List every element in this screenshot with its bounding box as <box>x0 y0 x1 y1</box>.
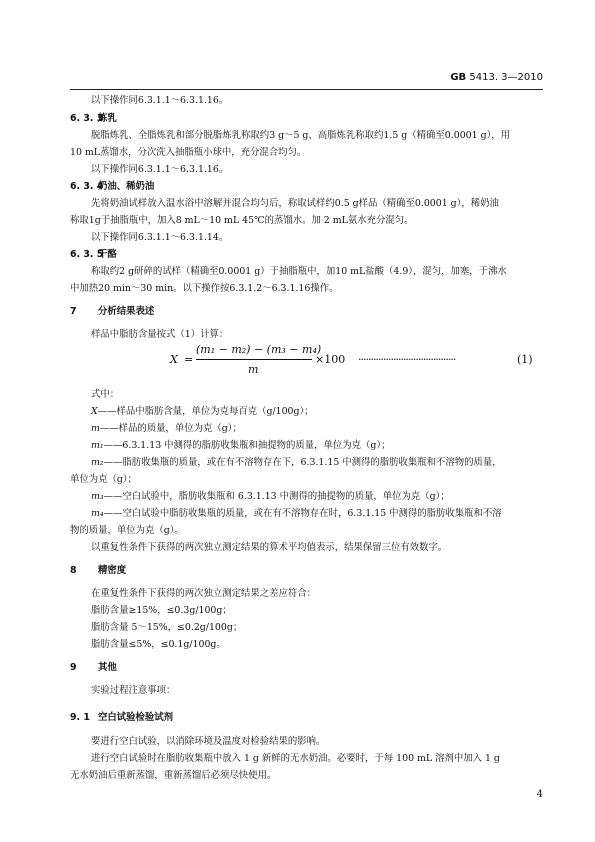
paragraph-line: 脂肪含量≤5%，≤0.1g/100g。 <box>91 639 226 650</box>
paragraph-line: 以重复性条件下获得的两次独立测定结果的算术平均值表示，结果保留三位有效数字。 <box>91 542 448 553</box>
section-number: 6. 3. 4 <box>70 181 104 192</box>
definition-text: ——空白试验中脂肪收集瓶的质量，或在有不溶物存在时，6.3.1.15 中测得的脂肪收集瓶和不溶 <box>103 508 502 519</box>
section-heading <box>70 663 117 672</box>
formula-lhs: X <box>170 353 178 366</box>
definition-item <box>91 441 390 450</box>
definition-symbol: m₁ <box>91 440 104 451</box>
header-prefix: GB <box>450 72 467 83</box>
section-title: 奶油、稀奶油 <box>98 181 155 192</box>
definition-item <box>91 492 450 501</box>
page-header <box>450 73 543 83</box>
formula-number: (1) <box>517 353 533 366</box>
section-heading <box>70 713 173 722</box>
definition-text: ——空白试验中，脂肪收集瓶和 6.3.1.13 中测得的抽提物的质量，单位为克（g）； <box>103 491 450 502</box>
section-number: 7 <box>70 306 77 317</box>
paragraph-line: 以下操作同6.3.1.1～6.3.1.16。 <box>91 164 229 175</box>
header-code: 5413. 3—2010 <box>469 72 543 83</box>
paragraph-line: 在重复性条件下获得的两次独立测定结果之差应符合： <box>91 588 317 599</box>
definition-symbol: m₃ <box>91 491 104 502</box>
defs-intro: 式中： <box>91 389 120 400</box>
definition-symbol: m₂ <box>91 457 104 468</box>
section-title: 精密度 <box>98 565 127 576</box>
definition-text: ——样品中脂肪含量，单位为克每百克（g/100g）； <box>97 406 314 417</box>
section-number: 6. 3. 3 <box>70 113 104 124</box>
paragraph-line: 先将奶油试样放入温水浴中溶解并混合均匀后，称取试样约0.5 g样品（精确至0.0001 g），稀奶油 <box>91 198 499 209</box>
section-title: 干酪 <box>98 249 117 260</box>
paragraph-line: 称取约2 g研碎的试样（精确至0.0001 g）于抽脂瓶中，加10 mL盐酸（4.9），混匀，加塞，于沸水 <box>91 266 507 277</box>
definition-text: ——样品的质量，单位为克（g）； <box>99 423 242 434</box>
paragraph-line: 脂肪含量 5～15%，≤0.2g/100g； <box>91 622 243 633</box>
definition-symbol: m <box>91 423 100 434</box>
paragraph-line: 以下操作同6.3.1.1～6.3.1.16。 <box>91 95 229 106</box>
paragraph-line: 实验过程注意事项： <box>91 685 176 696</box>
definition-item <box>91 458 502 467</box>
formula-equals: = <box>184 353 194 366</box>
section-number: 9 <box>70 662 77 673</box>
section-title: 空白试验检验试剂 <box>98 712 174 723</box>
paragraph-line: 称取1g于抽脂瓶中，加入8 mL～10 mL 45℃的蒸馏水。加 2 mL氨水充分混匀。 <box>70 215 414 226</box>
definition-item <box>91 509 502 518</box>
definition-text: 物的质量，单位为克（g）。 <box>70 525 184 536</box>
paragraph-line: 要进行空白试验，以消除环境及温度对检验结果的影响。 <box>91 736 326 747</box>
section-title: 炼乳 <box>98 113 117 124</box>
section-heading <box>70 566 126 575</box>
paragraph-line: 脱脂炼乳、全脂炼乳和部分脱脂炼乳称取约3 g～5 g、高脂炼乳称取约1.5 g（精确至0.0001 g），用 <box>91 130 511 141</box>
definition-symbol: X <box>91 406 98 417</box>
paragraph-line: 进行空白试验时在脂肪收集瓶中放入 1 g 新鲜的无水奶油。必要时，于每 100 mL 溶剂中加入 1 g <box>91 753 500 764</box>
section-heading <box>70 250 117 259</box>
paragraph-line: 中加热20 min～30 min。以下操作按6.3.1.2～6.3.1.16操作。 <box>70 283 339 294</box>
section-number: 6. 3. 5 <box>70 249 104 260</box>
definition-text: 单位为克（g）； <box>70 474 137 485</box>
definition-text: ——脂肪收集瓶的质量，或在有不溶物存在下，6.3.1.15 中测得的脂肪收集瓶和不溶物的质量， <box>103 457 502 468</box>
section-title: 分析结果表述 <box>98 306 155 317</box>
formula-multiplier: ×100 <box>315 353 346 366</box>
definition-symbol: m₄ <box>91 508 104 519</box>
definition-item <box>91 407 314 416</box>
paragraph-line: 10 mL蒸馏水，分次洗入抽脂瓶小球中，充分混合均匀。 <box>70 147 307 158</box>
formula-numerator: (m₁ − m₂) − (m₃ − m₄) <box>196 343 322 356</box>
section-number: 9. 1 <box>70 712 90 723</box>
paragraph-line: 无水奶油后重新蒸馏，重新蒸馏后必须尽快使用。 <box>70 770 277 781</box>
section-title: 其他 <box>98 662 117 673</box>
formula-1 <box>170 344 550 384</box>
definition-item <box>70 526 184 535</box>
fraction-bar <box>196 359 312 360</box>
definition-item <box>91 424 242 433</box>
section-heading <box>70 114 117 123</box>
page-number: 4 <box>536 789 543 800</box>
definition-text: ——6.3.1.13 中测得的脂肪收集瓶和抽提物的质量，单位为克（g）； <box>103 440 391 451</box>
paragraph-line: 脂肪含量≥15%，≤0.3g/100g； <box>91 605 232 616</box>
header-rule <box>70 89 543 90</box>
section-number: 8 <box>70 565 77 576</box>
formula-leader-dots: ······································· <box>358 353 456 366</box>
definition-item <box>70 475 137 484</box>
section-heading <box>70 182 154 191</box>
paragraph-line: 以下操作同6.3.1.1～6.3.1.14。 <box>91 232 229 243</box>
formula-denominator: m <box>248 363 259 376</box>
section-heading <box>70 307 154 316</box>
paragraph-line: 样品中脂肪含量按式（1）计算： <box>91 329 229 340</box>
